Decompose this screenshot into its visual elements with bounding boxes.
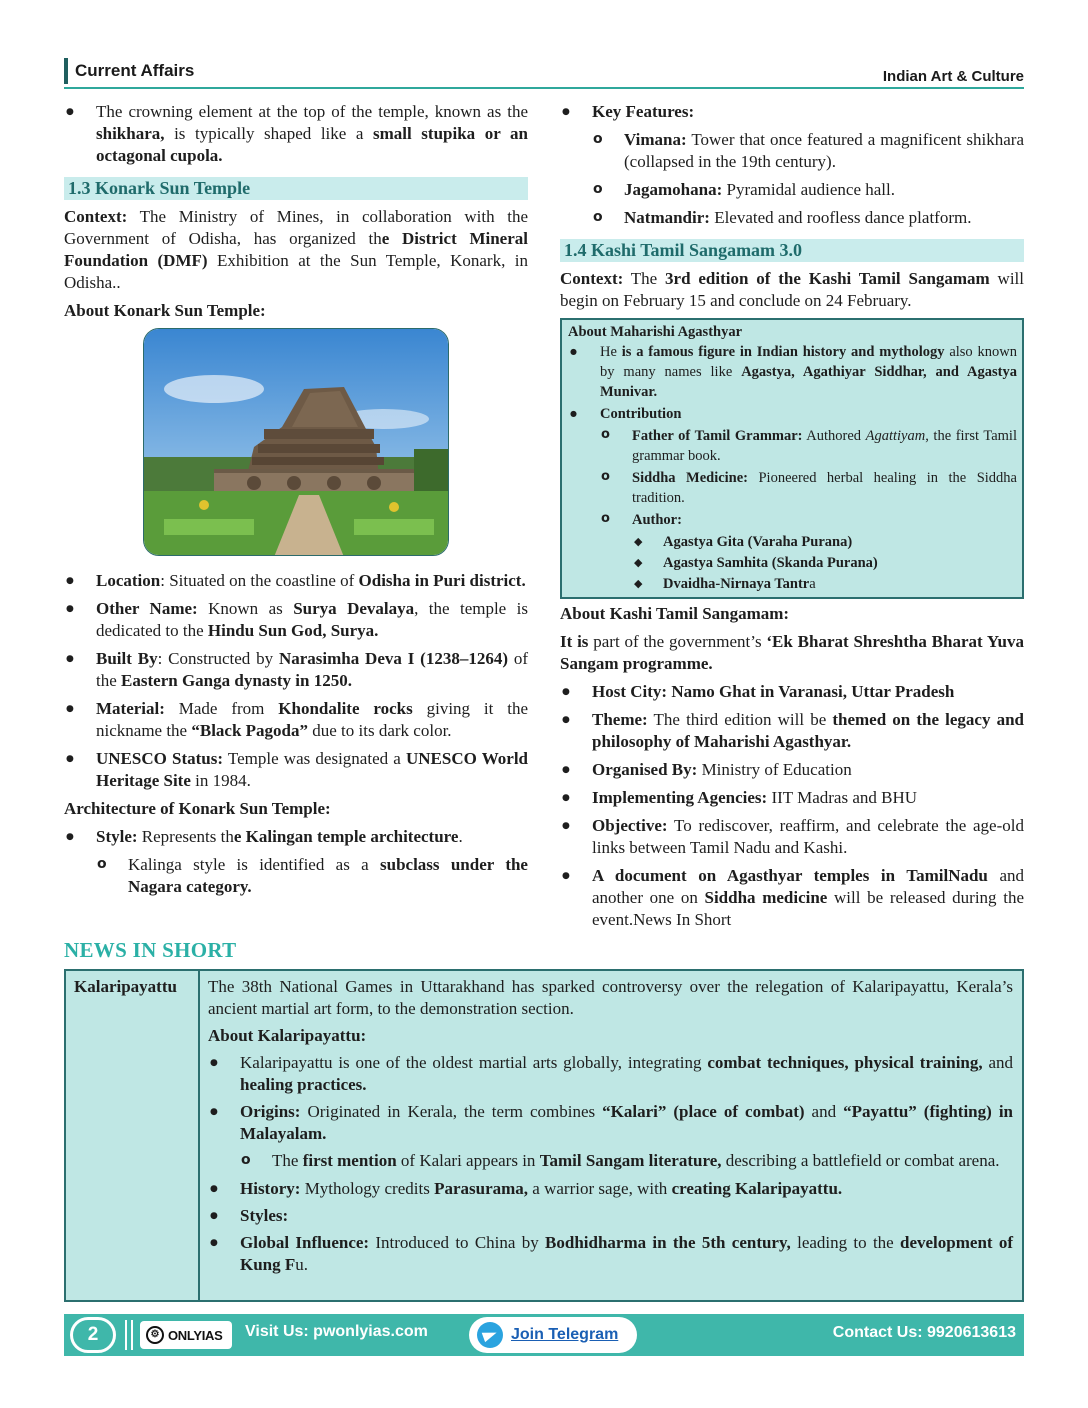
konark-context: Context: The Ministry of Mines, in collaboration with the Government of Odisha, has organized the District Mineral Foundation (DMF) Exhibition at the Sun Temple, Konark, in Odisha.. bbox=[64, 207, 528, 292]
visit-website-link[interactable]: Visit Us: pwonlyias.com bbox=[245, 1323, 428, 1340]
about-kashi-text: It is part of the government’s ‘Ek Bharat Shreshtha Bharat Yuva Sangam programme. bbox=[560, 632, 1025, 673]
contribution-grammar: o Father of Tamil Grammar: Authored Agattiyam, the first Tamil grammar book. bbox=[568, 426, 1017, 466]
news-subpoint-first-mention: o The first mention of Kalari appears in Tamil Sangam literature, describing a battlefield or combat arena. bbox=[208, 1150, 1013, 1172]
work-item: ◆ Agastya Samhita (Skanda Purana) bbox=[568, 553, 1017, 573]
fact-built-by: ● Built By: Constructed by Narasimha Deva I (1238–1264) of the Eastern Ganga dynasty in 1250. bbox=[64, 648, 528, 692]
point-document: ● A document on Agasthyar temples in TamilNadu and another one on Siddha medicine will be released during the event.News In Short bbox=[560, 865, 1024, 931]
news-point-styles: ● Styles: bbox=[208, 1205, 1013, 1227]
news-body-cell bbox=[200, 971, 1022, 1300]
footer-separator bbox=[131, 1320, 133, 1350]
logo-text: ONLYIAS bbox=[168, 1327, 223, 1343]
point-host-city: ● Host City: Namo Ghat in Varanasi, Uttar Pradesh bbox=[560, 681, 1024, 703]
fact-other-name: ● Other Name: Known as Surya Devalaya, the temple is dedicated to the Hindu Sun God, Surya. bbox=[64, 598, 528, 642]
left-column bbox=[64, 101, 528, 904]
news-about-heading: About Kalaripayattu: bbox=[208, 1026, 367, 1045]
style-bullet: ● Style: Represents the Kalingan temple architecture. bbox=[64, 826, 528, 848]
onlyias-logo[interactable] bbox=[140, 1321, 232, 1349]
agasthyar-contribution: ● Contribution bbox=[568, 404, 1017, 424]
fact-location: ● Location: Situated on the coastline of Odisha in Puri district. bbox=[64, 570, 528, 592]
news-key-cell: Kalaripayattu bbox=[66, 971, 200, 1300]
contact-number[interactable]: Contact Us: 9920613613 bbox=[832, 1324, 1016, 1341]
section-title-konark: 1.3 Konark Sun Temple bbox=[64, 177, 528, 200]
agasthyar-figure: ● He is a famous figure in Indian history and mythology also known by many names like Agastya, Agathiyar Siddhar, and Agastya Munivar. bbox=[568, 342, 1017, 402]
join-telegram-button[interactable] bbox=[469, 1317, 637, 1353]
point-organised-by: ● Organised By: Ministry of Education bbox=[560, 759, 1024, 781]
point-objective: ● Objective: To rediscover, reaffirm, and celebrate the age-old links between Tamil Nadu and Kashi. bbox=[560, 815, 1024, 859]
news-in-short-title: NEWS IN SHORT bbox=[64, 938, 237, 962]
footer-bar bbox=[64, 1314, 1024, 1356]
konark-temple-photo bbox=[143, 328, 449, 556]
key-features-bullet: ● Key Features: bbox=[560, 101, 1024, 123]
kashi-context: Context: The 3rd edition of the Kashi Tamil Sangamam will begin on February 15 and conclude on 24 February. bbox=[560, 269, 1024, 310]
header-current-affairs: Current Affairs bbox=[64, 58, 194, 84]
architecture-heading: Architecture of Konark Sun Temple: bbox=[64, 799, 331, 818]
header-divider bbox=[64, 87, 1024, 89]
shikhara-bullet: ● The crowning element at the top of the temple, known as the shikhara, is typically shaped like a small stupika or an octagonal cupola. bbox=[64, 101, 528, 167]
kalinga-subbullet: o Kalinga style is identified as a subclass under the Nagara category. bbox=[64, 854, 528, 898]
work-item: ◆ Agastya Gita (Varaha Purana) bbox=[568, 532, 1017, 552]
right-column bbox=[560, 101, 1024, 937]
feature-jagamohana: o Jagamohana: Pyramidal audience hall. bbox=[560, 179, 1024, 201]
section-title-kashi: 1.4 Kashi Tamil Sangamam 3.0 bbox=[560, 239, 1024, 262]
news-point-oldest: ● Kalaripayattu is one of the oldest martial arts globally, integrating combat techniques, physical training, and healing practices. bbox=[208, 1052, 1013, 1096]
work-item: ◆ Dvaidha-Nirnaya Tantra bbox=[568, 574, 1017, 594]
header-subject: Indian Art & Culture bbox=[882, 68, 1024, 85]
fact-material: ● Material: Made from Khondalite rocks giving it the nickname the “Black Pagoda” due to its dark color. bbox=[64, 698, 528, 742]
point-implementing: ● Implementing Agencies: IIT Madras and BHU bbox=[560, 787, 1024, 809]
about-kashi-heading: About Kashi Tamil Sangamam: bbox=[560, 604, 790, 623]
footer-separator bbox=[125, 1320, 127, 1350]
point-theme: ● Theme: The third edition will be themed on the legacy and philosophy of Maharishi Agasthyar. bbox=[560, 709, 1024, 753]
join-telegram-label: Join Telegram bbox=[511, 1326, 619, 1343]
feature-natmandir: o Natmandir: Elevated and roofless dance platform. bbox=[560, 207, 1024, 229]
about-konark-heading: About Konark Sun Temple: bbox=[64, 301, 266, 320]
news-intro: The 38th National Games in Uttarakhand has sparked controversy over the relegation of Kalaripayattu, Kerala’s ancient martial art form, to the demonstration section. bbox=[208, 977, 1013, 1018]
news-point-history: ● History: Mythology credits Parasurama, a warrior sage, with creating Kalaripayattu. bbox=[208, 1178, 1013, 1200]
feature-vimana: o Vimana: Tower that once featured a magnificent shikhara (collapsed in the 19th century). bbox=[560, 129, 1024, 173]
contribution-siddha: o Siddha Medicine: Pioneered herbal healing in the Siddha tradition. bbox=[568, 468, 1017, 508]
news-point-global: ● Global Influence: Introduced to China by Bodhidharma in the 5th century, leading to the development of Kung Fu. bbox=[208, 1232, 1013, 1276]
news-table bbox=[64, 969, 1024, 1302]
contribution-author: o Author: bbox=[568, 510, 1017, 530]
page-number: 2 bbox=[70, 1317, 116, 1353]
news-point-origins: ● Origins: Originated in Kerala, the term combines “Kalari” (place of combat) and “Payattu” (fighting) in Malayalam. bbox=[208, 1101, 1013, 1145]
telegram-icon bbox=[477, 1322, 503, 1348]
logo-mark-icon: ⚙ bbox=[146, 1326, 164, 1344]
fact-unesco: ● UNESCO Status: Temple was designated a UNESCO World Heritage Site in 1984. bbox=[64, 748, 528, 792]
agasthyar-box-title: About Maharishi Agasthyar bbox=[568, 324, 743, 340]
agasthyar-box bbox=[560, 318, 1024, 599]
